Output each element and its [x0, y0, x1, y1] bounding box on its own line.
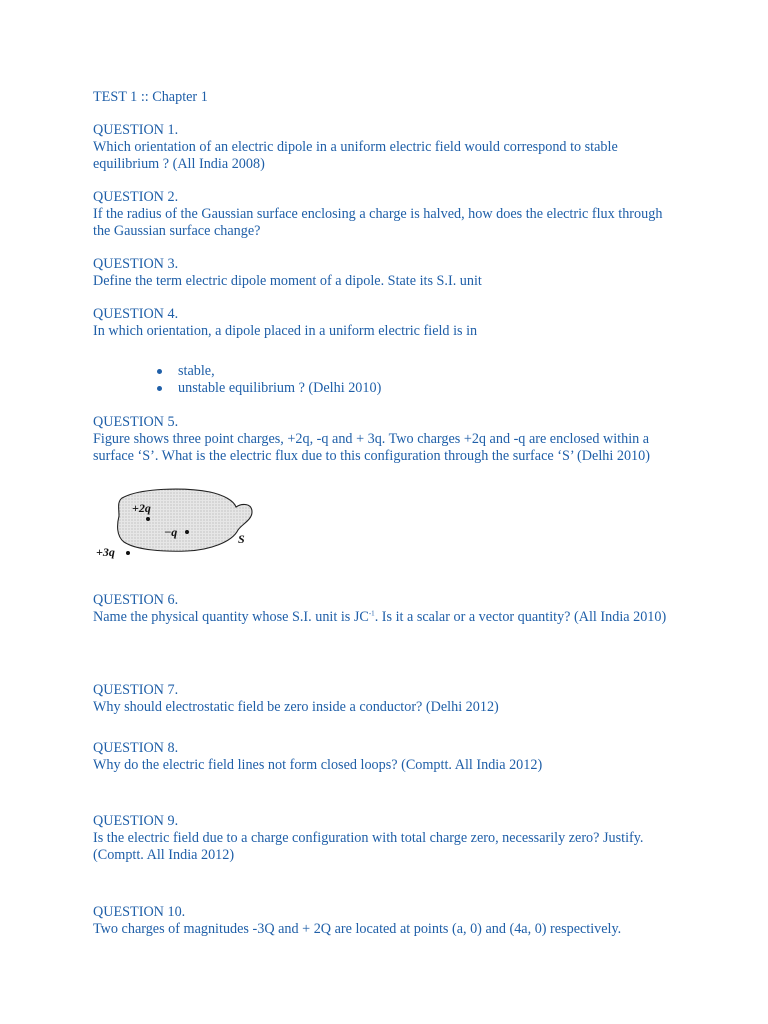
- question-text: [93, 609, 683, 626]
- gaussian-surface-figure: [92, 486, 262, 562]
- list-item: unstable equilibrium ? (Delhi 2010): [155, 380, 381, 397]
- question-1: [93, 122, 683, 172]
- question-text: Two charges of magnitudes -3Q and + 2Q are located at points (a, 0) and (4a, 0) respectively.: [93, 920, 622, 937]
- question-text: If the radius of the Gaussian surface enclosing a charge is halved, how does the electric flux through the Gaussian surface change?: [93, 205, 663, 239]
- question-2: [93, 189, 683, 239]
- question-label: QUESTION 5.: [93, 414, 179, 430]
- question-text: Figure shows three point charges, +2q, -q and + 3q. Two charges +2q and -q are enclosed within a surface ‘S’. What is the electric flux due to this configuration through the surface ‘S’ (Delhi 2010): [93, 430, 650, 464]
- question-text: Why do the electric field lines not form closed loops? (Comptt. All India 2012): [93, 756, 543, 773]
- question-text: Why should electrostatic field be zero inside a conductor? (Delhi 2012): [93, 698, 499, 715]
- question-label: QUESTION 7.: [93, 682, 179, 698]
- question-9: [93, 813, 683, 863]
- question-label: QUESTION 6.: [93, 592, 179, 608]
- question-label: QUESTION 9.: [93, 813, 179, 829]
- unit-exponent: -1: [368, 609, 375, 618]
- charge-label-inside-2: −q: [164, 525, 178, 539]
- charge-dot-minus-q: [185, 530, 189, 534]
- question-text-part: . Is it a scalar or a vector quantity? (All India 2010): [374, 608, 667, 625]
- question-8: [93, 740, 683, 774]
- question-10: [93, 904, 683, 938]
- question-6: [93, 592, 683, 626]
- question-4-options: [155, 363, 381, 397]
- charge-label-outside: +3q: [96, 545, 115, 559]
- surface-label: S: [238, 532, 245, 546]
- question-text: In which orientation, a dipole placed in a uniform electric field is in: [93, 322, 478, 339]
- question-7: [93, 682, 683, 716]
- question-5: [93, 414, 683, 464]
- question-label: QUESTION 1.: [93, 122, 179, 138]
- question-label: QUESTION 10.: [93, 904, 186, 920]
- question-label: QUESTION 3.: [93, 256, 179, 272]
- question-text: Is the electric field due to a charge configuration with total charge zero, necessarily zero? Justify. (Comptt. All India 2012): [93, 829, 644, 863]
- question-label: QUESTION 2.: [93, 189, 179, 205]
- question-3: [93, 256, 683, 290]
- question-4: [93, 306, 683, 340]
- charge-label-inside-1: +2q: [132, 501, 151, 515]
- charge-dot-plus-2q: [146, 517, 150, 521]
- list-item: stable,: [155, 363, 381, 380]
- charge-dot-plus-3q: [126, 551, 130, 555]
- page-title: TEST 1 :: Chapter 1: [93, 89, 208, 105]
- question-text: Which orientation of an electric dipole in a uniform electric field would correspond to stable equilibrium ? (All India 2008): [93, 138, 618, 172]
- question-label: QUESTION 8.: [93, 740, 179, 756]
- question-label: QUESTION 4.: [93, 306, 179, 322]
- gaussian-surface-shape: [118, 489, 252, 551]
- question-text-part: Name the physical quantity whose S.I. unit is JC: [93, 608, 369, 625]
- question-text: Define the term electric dipole moment of a dipole. State its S.I. unit: [93, 272, 482, 289]
